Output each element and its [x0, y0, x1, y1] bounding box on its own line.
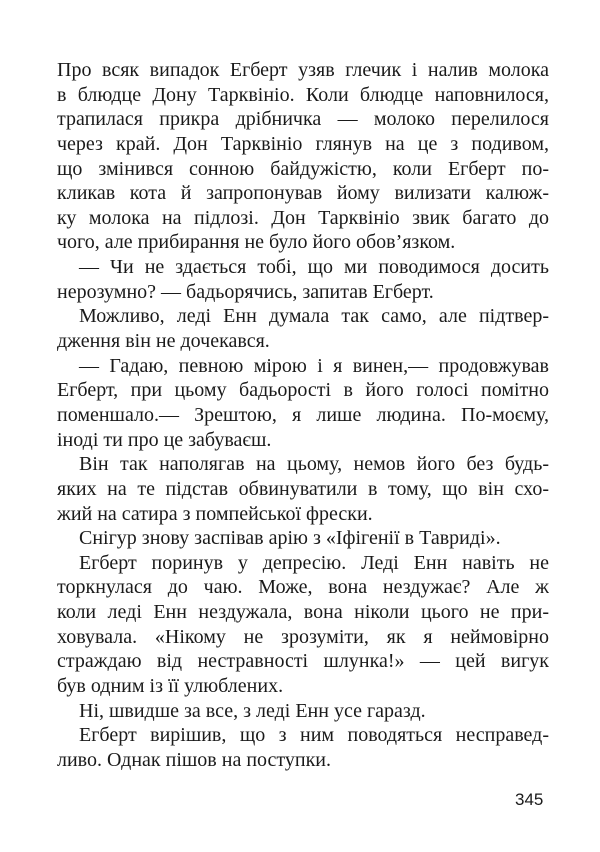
text-line: іноді ти про це забуваєш. [57, 428, 272, 451]
text-line: в блюдце Дону Тарквініо. Коли блюдце наповнилося, [57, 83, 549, 106]
text-line: через край. Дон Тарквініо глянув на це з подивом, [57, 132, 549, 155]
text-line: ку молока на підлозі. Дон Тарквініо звик багато до [57, 206, 549, 229]
text-line: що змінився сонною байдужістю, коли Егберт по- [57, 157, 549, 180]
text-line: нерозумно? — бадьорячись, запитав Егберт. [57, 280, 434, 303]
paragraph [57, 699, 549, 724]
text-line: поменшало.— Зрештою, я лише людина. По-моєму, [57, 403, 549, 426]
text-line: Він так наполягав на цьому, немов його без будь- [79, 453, 549, 476]
text-line: Егберт, при цьому бадьорості в його голосі помітно [57, 379, 549, 402]
text-line: був одним із її улюблених. [57, 675, 284, 698]
text-line: дження він не дочекався. [57, 330, 270, 353]
text-line: чого, але прибирання не було його обов’язком. [57, 231, 456, 254]
body-text [57, 58, 549, 773]
paragraph [57, 255, 549, 304]
paragraph [57, 551, 549, 699]
text-line: — Чи не здається тобі, що ми поводимося досить [79, 256, 549, 279]
text-line: — Гадаю, певною мірою і я винен,— продовжував [79, 354, 549, 377]
paragraph [57, 354, 549, 453]
text-line: Ні, швидше за все, з леді Енн усе гаразд. [79, 699, 426, 722]
text-line: торкнулася до чаю. Може, вона нездужає? Але ж [57, 576, 549, 599]
text-line: ливо. Однак пішов на поступки. [57, 748, 332, 771]
text-line: яких на те підстав обвинуватили в тому, що він схо- [57, 477, 549, 500]
paragraph [57, 304, 549, 353]
text-line: ховувала. «Нікому не зрозуміти, як я неймовірно [57, 625, 549, 648]
text-line: Егберт вирішив, що з ним поводяться несправед- [79, 724, 549, 747]
paragraph [57, 452, 549, 526]
text-line: страждаю від нестравності шлунка!» — цей вигук [57, 650, 549, 673]
text-line: кликав кота й запропонував йому вилизати калюж- [57, 182, 549, 205]
text-line: Снігур знову заспівав арію з «Іфігенії в Тавриді». [79, 527, 501, 550]
text-line: Можливо, леді Енн думала так само, але підтвер- [79, 305, 549, 328]
paragraph [57, 723, 549, 772]
text-line: жий на сатира з помпейської фрески. [57, 502, 373, 525]
text-line: Про всяк випадок Егберт узяв глечик і налив молока [57, 59, 549, 81]
paragraph [57, 58, 549, 255]
page-number: 345 [515, 790, 544, 809]
text-line: трапилася прикра дрібничка — молоко перелилося [57, 108, 549, 131]
text-line: коли леді Енн нездужала, вона ніколи цього не при- [57, 601, 549, 624]
paragraph [57, 526, 549, 551]
text-line: Егберт поринув у депресію. Леді Енн навіть не [79, 551, 549, 574]
